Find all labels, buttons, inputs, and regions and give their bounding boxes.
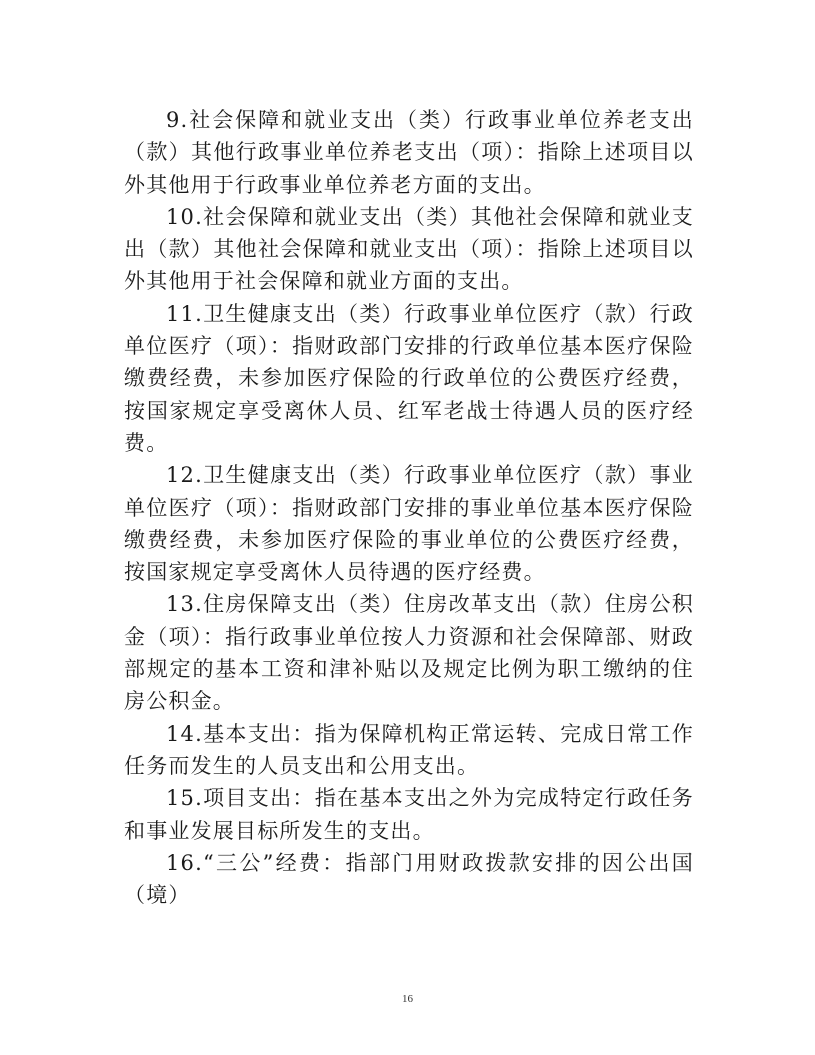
paragraph-16: 16.“三公”经费：指部门用财政拨款安排的因公出国（境） <box>124 850 694 908</box>
page-number: 16 <box>402 993 413 1005</box>
paragraph-14: 14.基本支出：指为保障机构正常运转、完成日常工作任务而发生的人员支出和公用支出。 <box>124 721 694 778</box>
body-text <box>124 104 694 911</box>
paragraph-9: 9.社会保障和就业支出（类）行政事业单位养老支出（款）其他行政事业单位养老支出（项）：指除上述项目以外其他用于行政事业单位养老方面的支出。 <box>124 108 694 197</box>
paragraph-11: 11.卫生健康支出（类）行政事业单位医疗（款）行政单位医疗（项）：指财政部门安排的行政单位基本医疗保险缴费经费，未参加医疗保险的行政单位的公费医疗经费，按国家规定享受离休人员、红军老战士待遇人员的医疗经费。 <box>124 301 694 455</box>
paragraph-10: 10.社会保障和就业支出（类）其他社会保障和就业支出（款）其他社会保障和就业支出（项）：指除上述项目以外其他用于社会保障和就业方面的支出。 <box>124 204 694 294</box>
paragraph-12: 12.卫生健康支出（类）行政事业单位医疗（款）事业单位医疗（项）：指财政部门安排的事业单位基本医疗保险缴费经费，未参加医疗保险的事业单位的公费医疗经费，按国家规定享受离休人员待遇的医疗经费。 <box>124 463 694 585</box>
paragraph-15: 15.项目支出：指在基本支出之外为完成特定行政任务和事业发展目标所发生的支出。 <box>124 786 694 843</box>
paragraph-13: 13.住房保障支出（类）住房改革支出（款）住房公积金（项）：指行政事业单位按人力资源和社会保障部、财政部规定的基本工资和津补贴以及规定比例为职工缴纳的住房公积金。 <box>124 592 694 714</box>
